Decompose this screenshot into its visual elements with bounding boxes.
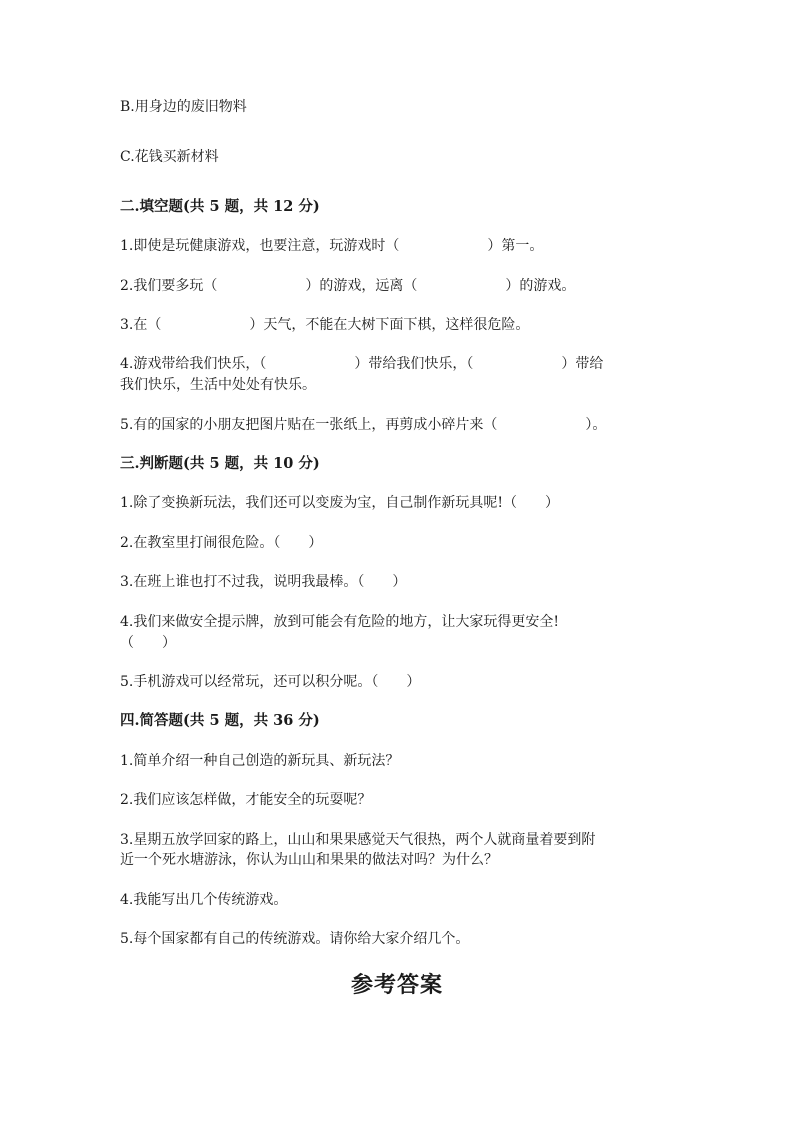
fill-blank-q5 xyxy=(120,415,680,435)
q2-text-mid: ）的游戏，远离（ xyxy=(305,278,418,294)
true-false-q2: 2.在教室里打闹很危险。（ ） xyxy=(120,535,323,551)
fill-blank-q4-line2: 我们快乐，生活中处处有快乐。 xyxy=(120,377,316,393)
fill-blank-q1 xyxy=(120,236,680,256)
section-heading-true-false: 三.判断题(共 5 题，共 10 分) xyxy=(120,455,320,472)
short-answer-q4: 4.我能写出几个传统游戏。 xyxy=(120,892,288,908)
section-heading-short-answer: 四.简答题(共 5 题，共 36 分) xyxy=(120,712,320,729)
short-answer-q3-line2: 近一个死水塘游泳，你认为山山和果果的做法对吗？为什么？ xyxy=(120,852,498,868)
short-answer-q2: 2.我们应该怎样做，才能安全的玩耍呢？ xyxy=(120,792,372,808)
true-false-q5: 5.手机游戏可以经常玩，还可以积分呢。（ ） xyxy=(120,674,421,690)
true-false-q4-line2: （ ） xyxy=(120,635,176,651)
option-c: C.花钱买新材料 xyxy=(120,149,219,165)
q2-text-pre: 2.我们要多玩（ xyxy=(120,278,218,294)
q1-text-post: ）第一。 xyxy=(487,238,544,254)
section-heading-fill-blank: 二.填空题(共 5 题，共 12 分) xyxy=(120,198,320,215)
q4-text-mid: ）带给我们快乐，（ xyxy=(354,356,474,372)
fill-blank-q3 xyxy=(120,315,680,335)
short-answer-q5: 5.每个国家都有自己的传统游戏。请你给大家介绍几个。 xyxy=(120,931,470,947)
true-false-q3: 3.在班上谁也打不过我，说明我最棒。（ ） xyxy=(120,574,407,590)
true-false-q4: 4.我们来做安全提示牌，放到可能会有危险的地方，让大家玩得更安全! xyxy=(120,614,559,630)
short-answer-q3: 3.星期五放学回家的路上，山山和果果感觉天气很热，两个人就商量着要到附 xyxy=(120,832,596,848)
q4-text-post: ）带给 xyxy=(561,356,604,372)
q4-text-pre: 4.游戏带给我们快乐，（ xyxy=(120,356,267,372)
true-false-q1: 1.除了变换新玩法，我们还可以变废为宝，自己制作新玩具呢!（ ） xyxy=(120,495,559,511)
option-b: B.用身边的废旧物料 xyxy=(120,99,247,115)
q3-text-post: ）天气，不能在大树下面下棋，这样很危险。 xyxy=(249,317,530,333)
fill-blank-q2 xyxy=(120,276,680,296)
q5-text-post: ）。 xyxy=(585,417,607,433)
q5-text-pre: 5.有的国家的小朋友把图片贴在一张纸上，再剪成小碎片来（ xyxy=(120,417,498,433)
q3-text-pre: 3.在（ xyxy=(120,317,162,333)
short-answer-q1: 1.简单介绍一种自己创造的新玩具、新玩法？ xyxy=(120,753,400,769)
q1-text-pre: 1.即使是玩健康游戏，也要注意，玩游戏时（ xyxy=(120,238,400,254)
answer-title: 参考答案 xyxy=(350,972,443,998)
q2-text-post: ）的游戏。 xyxy=(505,278,576,294)
fill-blank-q4 xyxy=(120,354,680,374)
